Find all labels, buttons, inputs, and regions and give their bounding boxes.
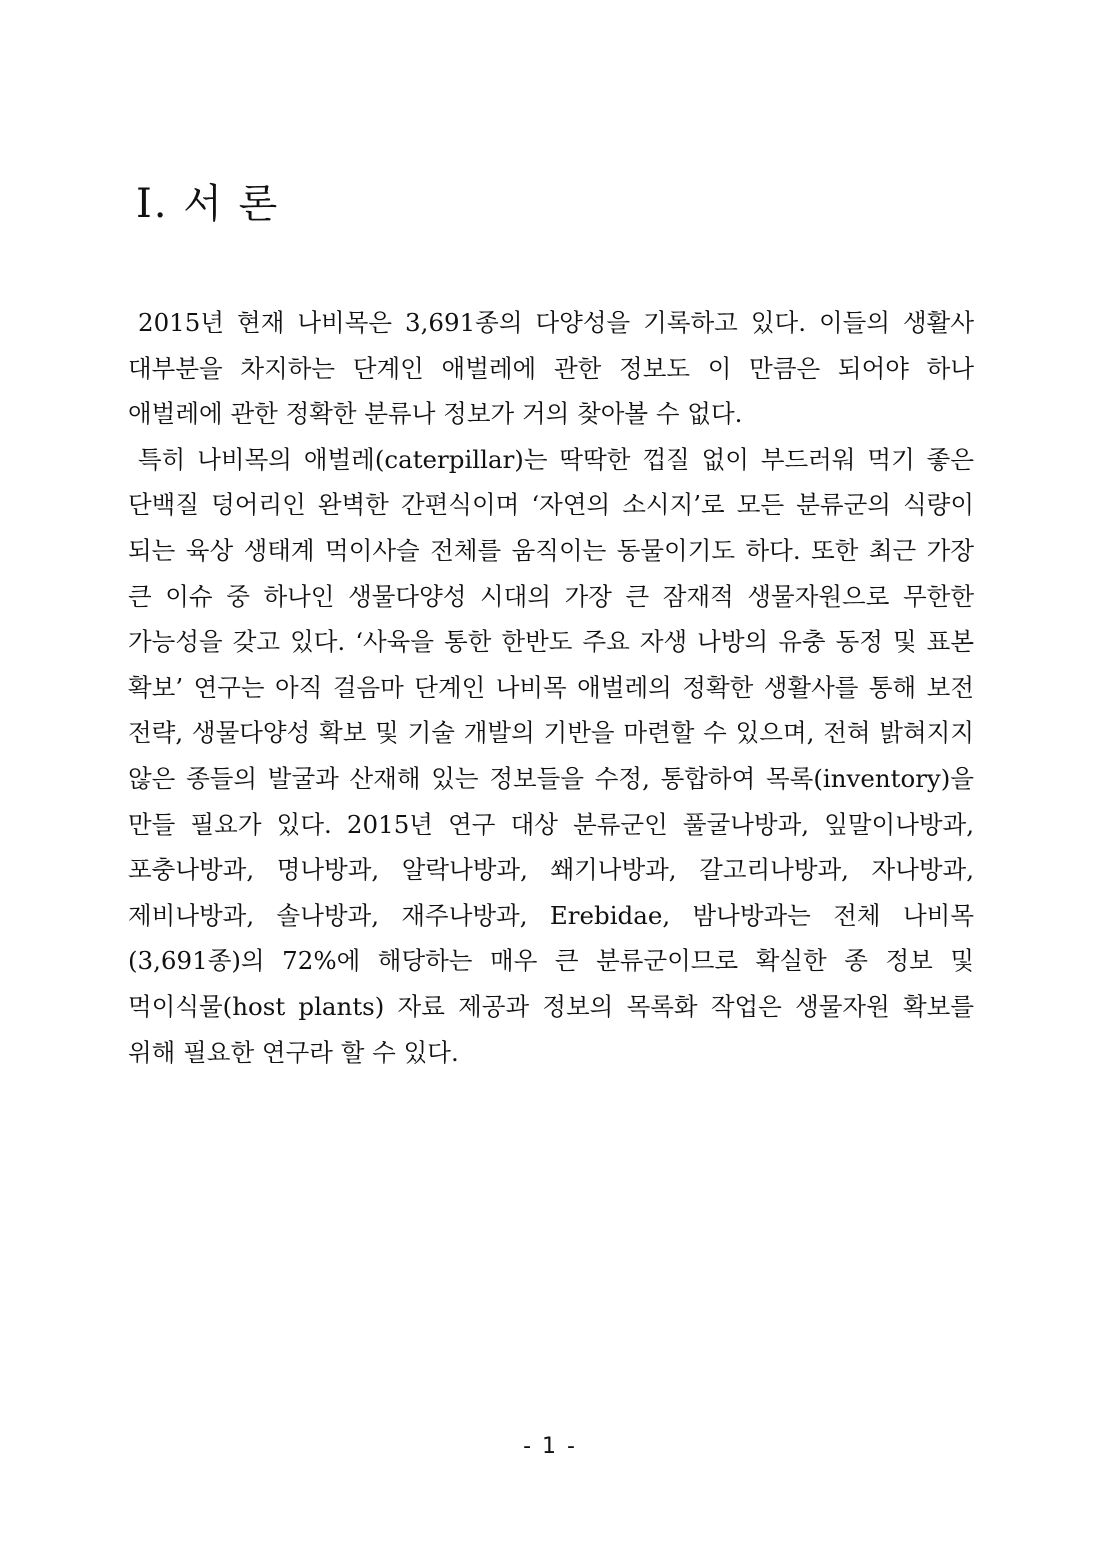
page-number: - 1 -	[523, 1434, 577, 1459]
paragraph-1: 2015년 현재 나비목은 3,691종의 다양성을 기록하고 있다. 이들의 생활사 대부분을 차지하는 단계인 애벌레에 관한 정보도 이 만큼은 되어야 하나 애벌레에 관한 정확한 분류나 정보가 거의 찾아볼 수 없다.	[128, 308, 974, 429]
body-text	[128, 300, 974, 1075]
section-title: Ⅰ. 서 론	[136, 181, 280, 227]
paragraph-2: 특히 나비목의 애벌레(caterpillar)는 딱딱한 껍질 없이 부드러워 먹기 좋은 단백질 덩어리인 완벽한 간편식이며 ‘자연의 소시지’로 모든 분류군의 식량이 되는 육상 생태계 먹이사슬 전체를 움직이는 동물이기도 하다. 또한 최근 가장 큰 이슈 중 하나인 생물다양성 시대의 가장 큰 잠재적 생물자원으로 무한한 가능성을 갖고 있다. ‘사육을 통한 한반도 주요 자생 나방의 유충 동정 및 표본 확보’ 연구는 아직 걸음마 단계인 나비목 애벌레의 정확한 생활사를 통해 보전 전략, 생물다양성 확보 및 기술 개발의 기반을 마련할 수 있으며, 전혀 밝혀지지 않은 종들의 발굴과 산재해 있는 정보들을 수정, 통합하여 목록(inventory)을 만들 필요가 있다. 2015년 연구 대상 분류군인 풀굴나방과, 잎말이나방과, 포충나방과, 명나방과, 알락나방과, 쐐기나방과, 갈고리나방과, 자나방과, 제비나방과, 솔나방과, 재주나방과, Erebidae, 밤나방과는 전체 나비목(3,691종)의 72%에 해당하는 매우 큰 분류군이므로 확실한 종 정보 및 먹이식물(host plants) 자료 제공과 정보의 목록화 작업은 생물자원 확보를 위해 필요한 연구라 할 수 있다.	[128, 444, 974, 1067]
